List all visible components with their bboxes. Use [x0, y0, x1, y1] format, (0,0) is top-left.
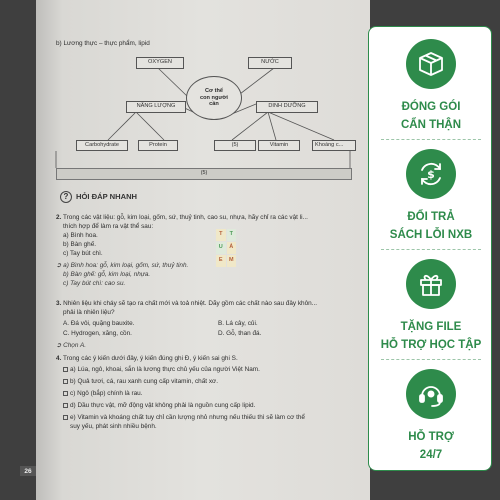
panel-divider [381, 139, 481, 140]
nutrition-box: DINH DƯỠNG [256, 101, 318, 113]
q4-item-c: c) Ngô (bắp) chính là rau. [63, 390, 142, 398]
feature-return-label: ĐỔI TRẢ SÁCH LỖI NXB [389, 211, 473, 241]
q3-option-b: B. Lá cây, củi. [218, 320, 258, 327]
service-panel [368, 26, 492, 471]
q3-option-d: D. Gỗ, than đá. [218, 330, 262, 337]
body-line-2: con người [200, 94, 228, 101]
panel-divider [381, 249, 481, 250]
book-page [36, 0, 370, 500]
body-line-3: cần [209, 101, 219, 108]
q2-option-c: c) Tay bút chì. [63, 250, 103, 257]
tuem-badge: T T U Ả E M [216, 229, 236, 267]
body-line-1: Cơ thể [205, 88, 223, 95]
q2-answer-a: ➲ a) Bình hoa: gỗ, kim loại, gốm, sứ, thuỷ tinh. [56, 262, 189, 269]
feature-gift [369, 259, 493, 355]
page-number: 26 [20, 466, 36, 476]
feature-support-label: HỖ TRỢ 24/7 [408, 431, 454, 461]
q3-option-c: C. Hydrogen, xăng, cồn. [63, 330, 132, 337]
q3-option-a: A. Đá vôi, quặng bauxite. [63, 320, 135, 327]
feature-packaging-label: ĐÓNG GÓI CẨN THẬN [400, 101, 462, 131]
oxygen-box: OXYGEN [136, 57, 184, 69]
headset-icon [406, 369, 456, 419]
water-box: NƯỚC [248, 57, 292, 69]
gift-icon [406, 259, 456, 309]
q2-answer-b: b) Bàn ghế: gỗ, kim loại, nhựa. [63, 271, 151, 278]
nutrient-blank: (5) [214, 140, 256, 151]
package-icon [406, 39, 456, 89]
q3-line-2: phải là nhiên liệu? [63, 309, 115, 316]
q3-line-1: 3. Nhiên liệu khi cháy sẽ tạo ra chất mới và toả nhiệt. Dãy gồm các chất nào sau đây khôn... [56, 300, 318, 307]
nutrient-mineral: Khoáng c... [312, 140, 356, 151]
feature-packaging [369, 39, 493, 135]
dollar-refresh-icon [406, 149, 456, 199]
diagram-bottom-bar: (5) [56, 168, 352, 180]
question-icon: ? [60, 191, 72, 203]
q2-line-2: thích hợp để làm ra vật thể sau: [63, 223, 154, 230]
q4-item-e: e) Vitamin và khoáng chất tuy chỉ cần lượng nhỏ nhưng nếu thiếu thì sẽ làm cơ thể [63, 414, 305, 422]
human-body-ellipse [186, 76, 242, 120]
feature-support [369, 369, 493, 465]
q2-option-a: a) Bình hoa. [63, 232, 98, 239]
diagram-caption: b) Lương thực – thực phẩm, lipid [56, 40, 150, 47]
nutrient-carbohydrate: Carbohydrate [76, 140, 128, 151]
section-heading [60, 191, 137, 203]
svg-text:$: $ [427, 168, 435, 181]
feature-gift-label: TẶNG FILE HỖ TRỢ HỌC TẬP [380, 321, 482, 351]
section-title: HỎI ĐÁP NHANH [76, 191, 138, 201]
q3-answer: ➲ Chọn A. [56, 342, 86, 349]
q2-option-b: b) Bàn ghế. [63, 241, 97, 248]
q4-item-b: b) Quả tươi, cá, rau xanh cung cấp vitamin, chất xơ. [63, 378, 218, 386]
feature-return [369, 149, 493, 245]
q2-answer-c: c) Tay bút chì: cao su. [63, 280, 126, 287]
q4-stem: 4. Trong các ý kiến dưới đây, ý kiến đúng ghi Đ, ý kiến sai ghi S. [56, 355, 238, 362]
panel-divider [381, 359, 481, 360]
q4-item-e-cont: suy yếu, phát sinh nhiều bệnh. [70, 423, 157, 430]
nutrient-vitamin: Vitamin [258, 140, 300, 151]
q4-item-d: d) Dầu thực vật, mỡ động vật không phải là nguồn cung cấp lipid. [63, 402, 255, 410]
nutrient-protein: Protein [138, 140, 178, 151]
energy-box: NĂNG LƯỢNG [126, 101, 186, 113]
q4-item-a: a) Lúa, ngô, khoai, sắn là lương thực chủ yếu của người Việt Nam. [63, 366, 260, 374]
q2-line-1: 2. Trong các vật liệu: gỗ, kim loại, gốm, sứ, thuỷ tinh, cao su, nhựa, hãy chỉ ra các vật li... [56, 214, 308, 221]
